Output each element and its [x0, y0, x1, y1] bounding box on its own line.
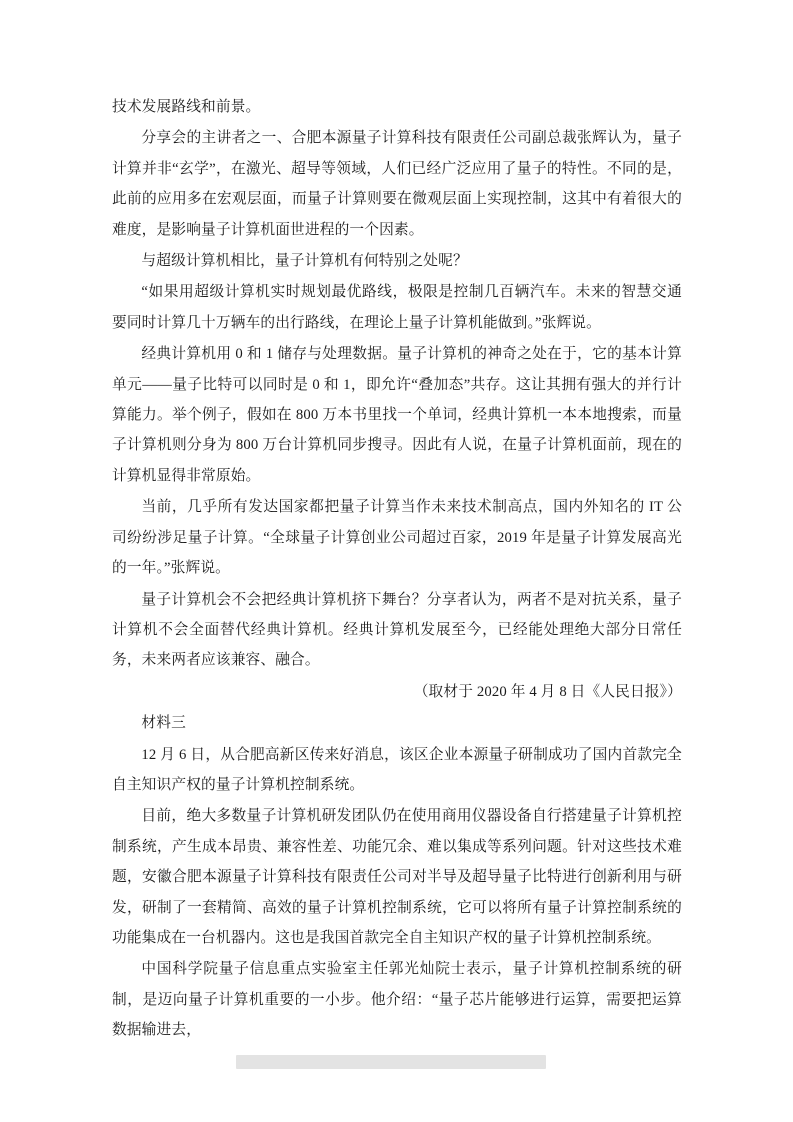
paragraph-dec6-news: 12 月 6 日，从合肥高新区传来好消息，该区企业本源量子研制成功了国内首款完全自主知识产权的量子计算机控制系统。: [112, 746, 682, 793]
paragraph-guo-guangcan: 中国科学院量子信息重点实验室主任郭光灿院士表示，量子计算机控制系统的研制，是迈向量子计算机重要的一小步。他介绍：“量子芯片能够进行运算，需要把运算数据输进去，: [112, 961, 682, 1039]
paragraph-industry-trend: 当前，几乎所有发达国家都把量子计算当作未来技术制高点，国内外知名的 IT 公司纷纷涉足量子计算。“全球量子计算创业公司超过百家，2019 年是量子计算发展高光的一年。”张辉说。: [112, 499, 682, 577]
document-body: [112, 92, 682, 1047]
paragraph-zhanghui-intro: 分享会的主讲者之一、合肥本源量子计算科技有限责任公司副总裁张辉认为，量子计算并非“玄学”，在激光、超导等领域，人们已经广泛应用了量子的特性。不同的是，此前的应用多在宏观层面，而量子计算则要在微观层面上实现控制，这其中有着很大的难度，是影响量子计算机面世进程的一个因素。: [112, 130, 682, 238]
paragraph-traffic-example: “如果用超级计算机实时规划最优路线，极限是控制几百辆汽车。未来的智慧交通要同时计算几十万辆车的出行路线，在理论上量子计算机能做到。”张辉说。: [112, 284, 682, 331]
redaction-bar: [236, 1055, 546, 1069]
paragraph-coexistence: 量子计算机会不会把经典计算机挤下舞台？分享者认为，两者不是对抗关系，量子计算机不会全面替代经典计算机。经典计算机发展至今，已经能处理绝大部分日常任务，未来两者应该兼容、融合。: [112, 591, 682, 669]
material-three-heading: 材料三: [141, 715, 186, 732]
paragraph-continuation: 技术发展路线和前景。: [112, 99, 261, 115]
source-attribution: （取材于 2020 年 4 月 8 日《人民日报》）: [413, 683, 682, 700]
paragraph-question-supercomputer: 与超级计算机相比，量子计算机有何特别之处呢？: [141, 253, 468, 270]
paragraph-qubit-explanation: 经典计算机用 0 和 1 储存与处理数据。量子计算机的神奇之处在于，它的基本计算单元——量子比特可以同时是 0 和 1，即允许“叠加态”共存。这让其拥有强大的并行计算能力。举个例子，假如在 800 万本书里找一个单词，经典计算机一本本地搜索，而量子计算机则分身为 800 万台计算机同步搜寻。因此有人说，在量子计算机面前，现在的计算机显得非常原始。: [112, 346, 682, 484]
paragraph-control-system: 目前，绝大多数量子计算机研发团队仍在使用商用仪器设备自行搭建量子计算机控制系统，产生成本昂贵、兼容性差、功能冗余、难以集成等系列问题。针对这些技术难题，安徽合肥本源量子计算科技有限责任公司对半导及超导量子比特进行创新利用与研发，研制了一套精简、高效的量子计算机控制系统，它可以将所有量子计算控制系统的功能集成在一台机器内。这也是我国首款完全自主知识产权的量子计算机控制系统。: [112, 808, 682, 946]
